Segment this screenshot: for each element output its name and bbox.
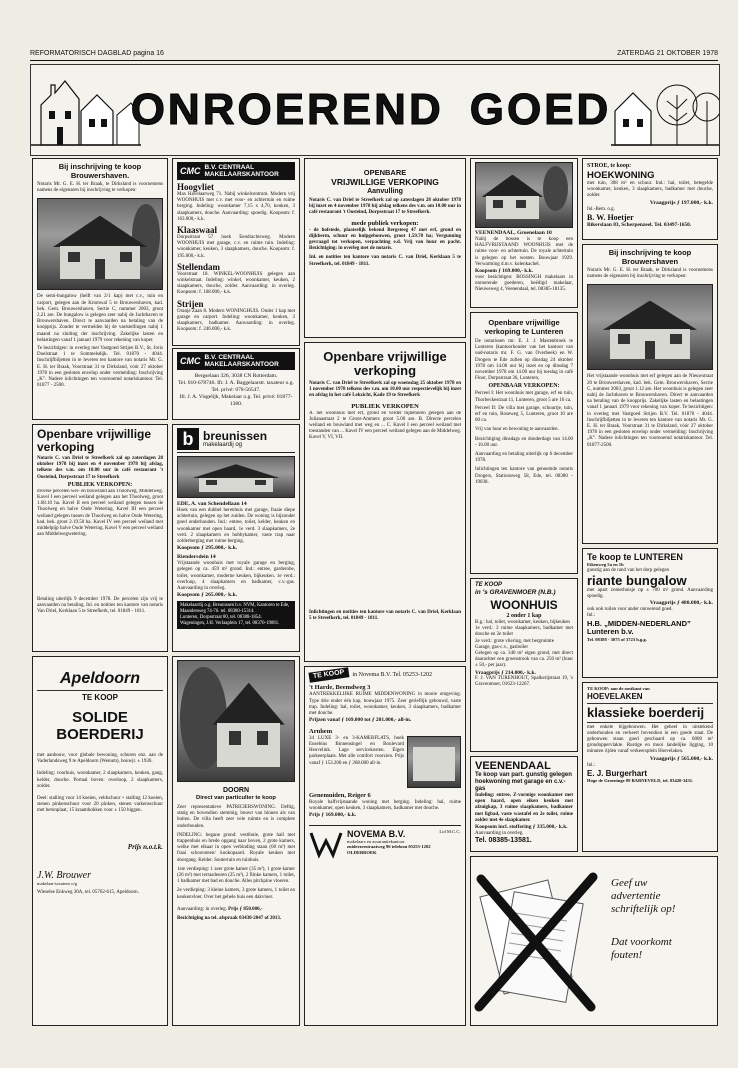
ad-subtitle: TE KOOP — [81, 693, 118, 702]
village-illustration-right — [611, 65, 719, 155]
listing-place: Hoogvliet — [177, 182, 214, 192]
notice-line-2: advertentie — [611, 890, 661, 902]
ad-openbare-verkoping-lunteren — [470, 312, 578, 574]
ad-address: Eikenweg 5a en 1b — [587, 562, 624, 567]
ad-price: Vraagprijs ƒ 214.000,- k.k. — [475, 669, 536, 676]
ad-head: TE KOOP — [475, 582, 503, 588]
listing-arnhem-title: Arnhem — [309, 727, 333, 735]
listing-genemuiden-text: Royale halfvrijstaande woning met berging. Indeling: hal, ruime woonkamer, open keuken, 3 slaapkamers, badkamer met douche. — [309, 799, 461, 811]
ad-items: A. het woonhuis met erf, grond en verder bijbehoren gelegen aan de Julianastraat 2 te Groot-Ammers groot 5.00 are. B. Directe percelen weiland en bouwland met weg en ... C. Kavel I een perceel weiland met toestanden van ... Kavel IV een perceel weiland gelegen aan de Middelweg. Kavel V, VI, VII. — [309, 410, 461, 441]
listing-genemuiden-title: Genemuiden, Reiger 6 — [309, 791, 371, 799]
ad-closing: Inl. en notities ten kantore van notaris C. van Driel, Kerklaan 5 te Streefkerk, tel. 01849 - 1811. — [309, 255, 461, 267]
ad-intro: Notaris Mr. G. E. H. ter Braak, te Dirksland is voornemens namens de eigenaren bij inschrijving te verkopen: — [37, 182, 163, 194]
ad-doorn-patriciërswoning — [172, 656, 300, 1026]
ad-text: De notarissen mr. E. J. J. Mastenbroek te Lunteren (kantoorhouder van het kantoor van oud-notaris mr. F. G. van Overbeek) en W. Drogers te Ede zullen op dinsdag 24 oktober 1978 om 14.00 uur bij inzet en op dinsdag 7 november 1978 om 14.00 uur bij toeslag in café Floor, Dorpsstraat 36, Lunteren, — [475, 339, 573, 382]
listing-list — [177, 182, 295, 333]
ad-verd-1: 1e verd.: 3 ruime slaapkamers, badkamer met douche en 2e toilet — [475, 626, 573, 638]
ad-openbare-verkoping-left — [32, 424, 168, 652]
office-ede: Makelaardij o.g. Breunissen b.v. NVM, Kantoren te Ede, Maandenweg 74-76. tel. 08380-15314. — [180, 603, 290, 615]
ad-head: TE KOOP: aan de oostkant van — [587, 686, 650, 691]
ad-title: Te koop te LUNTEREN — [587, 552, 683, 562]
ad-aanvaarding — [177, 907, 295, 913]
agency-phone: Tel. 010-678746. Ifr. J. A. Baggelaarstr. taxateur o.g. Tel. privé: 078-56547. — [178, 380, 294, 393]
ad-title: VEENENDAAL, Groenelaan 10 — [475, 230, 552, 236]
notice-text — [611, 877, 715, 962]
ad-contact: voor bezichtigen: BOSSINGH makelaars in onroerende goederen, beëdigd makelaar, Nieuweweg 4, Veenendaal, tel. 08385-18135. — [475, 274, 573, 292]
ad-subtitle: Direct van particulier te koop — [196, 795, 276, 801]
agency-name: B.V. CENTRAAL MAKELAARSKANTOOR — [204, 164, 279, 178]
agency-footer — [309, 825, 461, 859]
ad-grond: Gelegen op ca. 340 m² eigen grond, met direct daarachter een groenstrook van ca. 250 m² (huur ± 50,- per jaar). — [475, 651, 573, 669]
ad-inl: Inl.: — [587, 613, 596, 619]
ad-subtitle: PUBLIEK VERKOPEN: — [67, 481, 133, 488]
ad-place: HOEVELAKEN — [587, 691, 643, 701]
ad-advertentie-notice — [470, 856, 718, 1026]
ad-agent: F. J. VAN TURENHOUT, Spalkerijstraat 19, 's Gravenmoer, 01623-12267. — [475, 676, 573, 688]
ad-mede: mede publiek verkopen: — [351, 219, 419, 227]
house-photo — [177, 456, 295, 498]
ad-breunissen-makelaardij — [172, 424, 300, 652]
ad-title: Openbare vrijwillige verkoping — [323, 349, 447, 378]
masthead — [30, 64, 720, 156]
office-lunteren: Lunteren, Dorpsstraat 80, tel. 08388-1854. — [180, 615, 262, 621]
ad-agent: B. W. Hoetjer — [587, 212, 634, 222]
listing-harde-title: 't Harde, Beemdweg 3 — [309, 684, 371, 692]
ad-text: Zeer representatieve PATRICIERSWONING. Deftig, statig en bovendien stemmig, bouwt van binnen als van buiten. De villa heeft zeer vele ruimte en is complete onderhouden. — [177, 805, 295, 829]
ad-perceel-2: Perceel II: De villa met garage, schuurtje, tuin, erf en tuin, Roseweg 5, Lunteren, groot 10 are 60 ca. — [475, 405, 573, 424]
masthead-word-onroerend: ONROEREND — [130, 85, 444, 134]
ad-agent: H.B. „MIDDEN-NEDERLAND” Lunteren b.v. — [587, 618, 691, 637]
ad-stroe-hoekwoning — [582, 158, 718, 240]
ad-verdieping-1: 1ste verdieping: 1 zeer grote kamer (35 m²), 1 grote kamer (26 m²) met terrasdeuren (25 m²), 2 flinke kamers, 1 toilet, 1 badkamer met bad en douche. Alles pitchpine vloeren. — [177, 866, 295, 885]
mcc-badge: Lid M.C.C. — [439, 828, 461, 834]
ad-price: Prijs ƒ 850.000,- — [228, 906, 263, 912]
listing-riendersdein-text: Vrijstaande woonhuis met royale garage en berging, gelegen op ca. 459 m² grond. Ind.: entree, garderobe, toilet, woonkamer, moderne keuken, bijkeuken. 1e verd.: overloop, 4 slaapkamers en badkamer, c.v.-gas. Aanvaarding in overleg. — [177, 561, 295, 592]
listing-text: Oranje Zaan 8. Modern WONINGHUIS. Onder 1 kap met garage en carport. Indeling: woonkamer, keuken, 3 slaapkamers, badkamer. Aanvaarding: in overleg. Koopsom: f. 246.000,- k.k. — [177, 308, 295, 333]
listing-genemuiden-price: Prijs ƒ 169.000,- k.k. — [309, 812, 357, 819]
listing-harde-text: AANTREKKELIJKE RUIME MIDDENWONING in mooie omgeving. Type drie onder één kap, bouwjaar 1975. Zeer gerieflijk gebouwd, vaste trap. Indeling: hal, toilet, woonkamer, keuken, 3 slaapkamers, badkamer met douche. — [309, 692, 461, 717]
village-illustration-left — [31, 65, 141, 155]
masthead-word-goed: GOED — [469, 85, 612, 134]
ad-aanvaarding: Aanvaarding in overleg. — [475, 830, 524, 836]
agency-header — [177, 428, 295, 453]
ad-subtitle: OPENBAAR VERKOPEN: — [488, 383, 560, 390]
ad-bg: B.g.: hal, toilet, woonkamer, keuken, bijkeuken — [475, 620, 570, 625]
ad-veenendaal-hoekwoning — [470, 756, 578, 852]
ad-price: Koopsom incl. stoffering ƒ 335.000,- k.k. — [475, 824, 568, 831]
office-wageningen: Wageningen, J.H. Verlaaplein 17, tel. 08370-19081. — [180, 621, 280, 627]
ad-agent: E. J. Burgerhart — [587, 768, 648, 778]
agency-name: NOVEMA B.V. — [347, 828, 406, 839]
ad-intro: Notaris Mr. G. E. H. ter Braak, te Dirksland is voornemens namens de eigenaren bij inschrijving te verkopen: — [587, 268, 713, 280]
ad-subtitle: PUBLIEK VERKOPEN — [351, 402, 419, 410]
ad-text: Notaris C. van Driel te Streefkerk zal op zaterdagen 28 oktober 1978 bij inzet en 4 november 1978 bij afslag, telkens des v.m. om 10.00 uur in café restaurant 't Oosteind, Dorpsstraat 17 te Streefkerk — [37, 456, 163, 480]
ad-hoevelaken-boerderij — [582, 682, 718, 852]
ad-indeling: Indeling: voorhuis, woonkamer, 2 slaapkamers, keuken, gang, kelder, douche. Portaal boven: overloop, 2 slaapkamers, zolder. — [37, 771, 163, 789]
paper-date: ZATERDAG 21 OKTOBER 1978 — [617, 50, 718, 57]
ad-veenendaal-groenelaan — [470, 158, 578, 308]
ad-text: Notaris C. van Driel te Streefkerk zal op woensdag 25 oktober 1978 en 1 november 1978 telkens des v.m. om 10.00 uur respectievelijk bij inzet en afslag in het café Lekzicht, Kade 19 te Streefkerk — [309, 381, 461, 399]
listing-place: Klaaswaal — [177, 225, 218, 236]
agency-banner — [177, 162, 295, 180]
ad-novema-te-koop — [304, 666, 466, 1026]
ad-ook: ook ook ruilen voor ander onroerend goed. — [587, 607, 673, 613]
ad-title: SOLIDE BOERDERIJ — [56, 709, 144, 743]
ad-company: in Novema B.V. Tel. 05253-1202 — [352, 672, 433, 678]
ad-header — [309, 670, 461, 680]
header-rule — [30, 60, 718, 61]
ad-text: met aanbouw, voor globale bewoning, schuren enz. aan de Vaderlandsweg 9 te Apeldoorn (Wenum), bouwjr. ± 1936. — [37, 753, 163, 765]
ad-price: Koopsom ƒ 169.000,- k.k. — [475, 268, 533, 275]
villa-photo — [177, 660, 295, 782]
ad-text: Nabij de bossen is te koop een HALFVRIJSTAAND WOONHUIS met de ruime voor- en achtertuin. De royale achtertuin is gelegen op het westen. Bouwjaar 1929. Verwarming d.m.v. kolenkachel. — [475, 237, 573, 267]
flat-photo — [407, 736, 461, 788]
ad-brouwershaven-left — [32, 158, 168, 420]
ad-subtitle: Aanvulling — [367, 188, 403, 195]
ad-openbare-verkoping-streefkerk — [304, 342, 466, 662]
agency-logo: CMC — [180, 355, 201, 366]
agency-subtitle: makelaardij og — [203, 441, 243, 448]
ad-phone: Tel. 08385-13581. — [475, 836, 532, 844]
listing-place: Strijen — [177, 298, 204, 309]
ad-title-1: OPENBARE — [363, 168, 407, 177]
ad-text: met tuin, 308 m² en schuur. Ind.: hal, toilet, betegelde woonkamer, keuken, 3 slaapkamers, badkamer met douche, zolder. — [587, 181, 713, 199]
ad-title-2: VRIJWILLIGE VERKOPING — [331, 177, 439, 187]
ad-centraal-makelaarskantoor-1 — [172, 158, 300, 346]
house-photo — [587, 284, 713, 370]
agency-offices — [177, 601, 295, 629]
ad-details: met apart zomerhuisje op ± 700 m² grond. Aanvaarding spoedig. — [587, 587, 713, 599]
ad-lunteren-bungalow — [582, 548, 718, 678]
agency-office: Ifr. J. A. Visgelijk, Makelaar o.g. Tel. privé: 01877-1380. — [179, 394, 293, 407]
ad-place: in 's GRAVENMOER (N.B.) — [475, 589, 556, 596]
ad-closing: Inlichtingen en notities ten kantore van notaris C. van Driel, Kerklaan 5 te Streefkerk, tel. 01849 - 1811. — [309, 609, 461, 621]
ad-price: Vraagprijs ƒ 565.000,- k.k. — [649, 755, 713, 762]
notice-line-1: Geef uw — [611, 877, 648, 889]
ad-price: Vraagprijs ƒ 197.000,- k.k. — [649, 199, 713, 206]
ad-indeling: INDELING: begane grond: vestibule, grote hall met trappenhuis en brede opgang naar boven, 2 grote kamers, welke met elkaar in open verbinding staan (60 m²) met fraai schoorsteen/ kookopaard. Royale keuken met doorgang. Kelder. Souterrain en tuinhuis. — [177, 832, 295, 863]
listing-arnhem-text: 34 LUXE 3- en 3-KAMERFLATS, hoek Eusebius Binnensingel en Boulevard Heuvelink. Lage servicekosten. Eigen parkeerplaats. Met alle comfort voorzien. Prijs vanaf ƒ 153.200 en ƒ 268.000 all-in. — [309, 735, 404, 766]
listing-ede-title: EDE, A. van Schendellaan 14 — [177, 501, 247, 507]
ad-title: Bij inschrijving te koop Brouwershaven — [608, 248, 692, 266]
listing-text: Voorstraat 18. WINKEL-WOONHUIS gelegen aan winkelstraat. Indeling: winkel, woonkamer, keuken, 2 slaapkamers, douche, zolder. Aanvaarding: in overleg. Koopsom: f. 168.000,- k.k. — [177, 271, 295, 296]
ad-verdieping-2: 2e verdieping: 3 kleine kamers, 3 grote kamers, 1 toilet en keukenvloer. Over het gehele huis een dakvloer. — [177, 888, 295, 900]
notice-line-5: fouten! — [611, 949, 643, 961]
ad-aanvaarding: Aanvaarding en betaling uiterlijk op 6 december 1978. — [475, 452, 573, 464]
ad-vrij: Vrij van huur en bewoning te aanvaarden. — [475, 427, 559, 433]
ad-apeldoorn-boerderij — [32, 656, 168, 1026]
ad-title: klassieke boerderij — [587, 704, 705, 720]
listing-place: Stellendam — [177, 261, 221, 272]
ad-title: Openbare vrijwillige verkoping te Lunteren — [484, 318, 564, 336]
ad-subtitle: Te koop van part. gunstig gelegen hoekwoning met garage en c.v.-gas — [475, 772, 572, 792]
ad-subtitle: 2 onder 1 kap — [506, 613, 542, 619]
agency-name: B.V. CENTRAAL MAKELAARSKANTOOR — [204, 354, 279, 368]
ad-inlichtingen: Inlichtingen ten kantore van genoemde notaris Drogers, Stationsweg 58, Ede, tel. 08380 - 19038. — [475, 467, 573, 485]
listing-ede-price: Koopsom ƒ 295.000,- k.k. — [177, 545, 238, 552]
paper-name: REFORMATORISCH DAGBLAD pagina 16 — [30, 50, 164, 57]
ad-inl: Inl.-Bem. o.g. — [587, 206, 615, 212]
ad-bezichtiging: Bezichtiging dinsdags en donderdags van 14.00 - 16.00 uur. — [475, 436, 573, 448]
ad-inl: Inl.: — [587, 762, 596, 768]
ad-aanvaarding-label: Aanvaarding: in overleg. — [177, 906, 227, 912]
ad-price: Vraagprijs ƒ 480.000,- k.k. — [649, 600, 713, 607]
agency-banner — [177, 352, 295, 370]
ad-garage: Garage, gas-c.v., gasboiler — [475, 644, 528, 650]
agent-title: makelaar-taxateur o/g — [37, 880, 78, 886]
ad-price: Prijs n.o.t.k. — [127, 842, 163, 851]
ad-title: Bij inschrijving te koop Brouwershaven. — [58, 162, 142, 180]
masthead-title — [131, 81, 611, 139]
listing-harde-price: Prijzen vanaf ƒ 169.000 tot ƒ 201.000,- all-in. — [309, 717, 412, 724]
ad-item: - de hofstede, plaatselijk bekend Bergsteeg 47 met erf, grond en dijkberm, schuur en hulpgebouwen, groot 1.59.70 ha; Vergunning gevraagd tot verkopen, verpachting e.d. Vrij van huur en pacht. Bezichtiging: in overleg met de notaris. — [309, 227, 461, 252]
ad-text: gunstig aan de rand van het dorp gelegen — [587, 567, 670, 573]
breunissen-logo-icon: b — [177, 428, 199, 450]
listing-text: Max Havelaarweg 71. Nabij winkelcentrum. Modern vrij WOONHUIS met c.v. met voor- en achtertuin en ruime berging. Indeling: woonkamer 7,15 x 4,70, keuken, 3 slaapkamers, douche. Aanvaarding: spoedig. Koopsom: f. 163.000,- k.k. — [177, 192, 295, 222]
agent-address: Wieselse Enkweg 30A, tel. 05762-615, Apeldoorn. — [37, 890, 139, 896]
ad-title: WOONHUIS — [490, 598, 558, 612]
ad-centraal-makelaarskantoor-2 — [172, 348, 300, 420]
ad-body: Het vrijstaande woonhuis met erf gelegen aan de Nieuwstraat 20 te Brouwershaven, kad. bek. Gem. Brouwershaven, Sectie C, nummer 2003, groot 1.12 are. Het woonhuis is gelegen zeer nabij de Jachthaven te Brouwershaven. Direct te aanvaarden na betaling van de koopprijs. Zakelijke lasten en belastingen vanaf 1 januari 1979 voor rekening van koper. Te bezichtigen: in overleg met Vastgoed Strijen B.V. Tel. 01870 - 4044. Inschrijfbiljetten in te leveren ten kantore van notaris Mr. G. E. H. ter Braak, Voorstraat 31 te Dirksland, vóór 27 oktober 1978 in een gesloten envelop onder vermelding: Inschrijving „K”. Nadere inlichtingen ten voornoemd notariskantoor. Tel. 01877-2500. — [587, 374, 713, 448]
ad-woonhuis-gravenmoer — [470, 578, 578, 752]
agency-logo: CMC — [180, 165, 201, 176]
notice-line-3: schriftelijk op! — [611, 903, 676, 915]
listing-riendersdein-price: Koopsom ƒ 265.000,- k.k. — [177, 592, 238, 599]
ad-title: VEENENDAAL — [475, 760, 551, 772]
te-koop-badge: TE KOOP — [308, 667, 349, 683]
ad-place: Apeldoorn — [60, 670, 140, 687]
ad-deel: Deel: stalling voor 14 koeien, veldschuur + stalling 12 koeien, stenen pinkenschuur voor 20 pinken, stenen varkensschuur met betonplaat, 15 kraamhokken voor ± 150 biggen. — [37, 796, 163, 814]
agent-name: J.W. Brouwer — [37, 869, 91, 881]
ad-text: Indeling: entree, Z-vormige woonkamer met open haard, open eiken keuken met afzuigkap, 3 ruime slaapkamers, badkamer met ligbad, vaste wastafel en 2e toilet, ruime zolder met 4e slaapkamer. — [475, 793, 573, 823]
ad-body-2: Te bezichtigen: in overleg met Vastgoed Strijen B.V., St. Joris Doelstraat 1 te Sommelsdijk. Tel. 01870 - 4044. Inschrijfbiljetten in te leveren ten kantore van notaris Mr. G. E. H. ter Braak, Voorstraat 31 te Dirksland, vóór 27 oktober 1978 in een gesloten envelop onder vermelding: Inschrijving „K”. Nadere inlichtingen ten voornoemd notariskantoor. Tel. 01877 - 2500. — [37, 346, 163, 389]
ad-brouwershaven-right — [582, 244, 718, 544]
ad-title: HOEKWONING — [587, 170, 655, 181]
listing-ede-text: Hoek van een dubbel herenhuis met garage, fraaie diepe achtertuin, gelegen op het zuiden. De woning is bijzonder goed onderhouden. Ind.: entree, toilet, kelder, keuken en woonkamer met open haard, 1e verd. 3 slaapkamers, 2e verd. 2 slaapkamers en hobbykamer, vaste trap naar zolderberging met ruime berging. — [177, 508, 295, 545]
ad-bezichtiging: Bezichtiging na tel. afspraak 03430-2047 of 2013. — [177, 916, 282, 922]
ad-headline: riante bungalow — [587, 572, 687, 588]
notice-line-4: Dat voorkomt — [611, 936, 672, 948]
ad-head: STROE, te koop: — [587, 163, 632, 169]
novema-logo-icon — [309, 829, 343, 859]
listing-arnhem — [309, 736, 461, 788]
ad-phone: Tel. 08388 - 3075 of 3723 b.g.g. — [587, 636, 647, 642]
ad-text: Notaris C. van Driel te Streefkerk zal op zaterdagen 28 oktober 1978 bij inzet en 4 november 1978 bij afslag telkens des v.m. om 10.00 uur in café restaurant 't Oosteind, Dorpsstraat 17 te Streefkerk. — [309, 198, 461, 216]
agency-subtitle: makelaars en assurantiekantoor — [347, 838, 405, 844]
ad-address: Bikerslaan 83, Scherpenzeel. Tel. 03497-1650. — [587, 221, 692, 228]
ad-body: De semi-bungalow (helft van 2/1 kap) met c.v., tuin en carport, gelegen aan de Kromwal 5 te Brouwershaven, kad. bek. Gem. Brouwershaven, Sectie C, nummer 2003, groot 2.21 are. De bungalow is gelegen zeer nabij de Jachthaven te Brouwershaven. Direct te aanvaarden na betaling van de koopprijs. Zonder te vermelden bij de vaststellingen nabij 1 maand na sluiting der inschrijving. Zakelijke lasten en belastingen vanaf 1 januari 1979 voor rekening van koper. — [37, 294, 163, 343]
house-photo — [37, 198, 163, 290]
listing-riendersdein-title: Riendersdein 14 — [177, 554, 216, 561]
ad-text: met enkele bijgebouwen. Het geheel in uitstekend onderhouden en verkeert bovendien in een goede staat. De gebouwen staan goed geschaard op ca. 6000 m² grondoppervlakte. Rustige en mooi landelijke ligging, 10 minuten rijden vanaf verkeersplein Hoevelaken. — [587, 724, 713, 755]
ad-items: diverse percelen wei- en bouwland aan Thoolweg, Middelweg. Kavel I een perceel weiland gelegen aan het Thoolweg, groot 1.68.10 ha. Kavel II een perceel weiland gelegen tussen de Thoolweg en halve Oude Wetering. Kavel III een perceel weiland gelegen tussen de Thoolweg en halve Oude Wetering, kad. bek. groot 2.19.50 ha. Kavel IV een perceel weiland met middelpijp halve Oude Wetering. Kavel V een perceel weiland aan Middelwegwetering. — [37, 488, 163, 538]
house-photo — [475, 162, 573, 228]
ad-verd-2: 2e verd.: grote vliering, met bergruimte — [475, 638, 554, 644]
ad-closing: Betaling uiterlijk 9 december 1978. De percelen zijn vrij te aanvaarden na betaling. Inl. en notities ten kantore van notaris Van Driel, Kerklaan 5 te Streefkerk, tel. 01849 - 1811. — [37, 596, 163, 615]
listing-text: Dorpsstraat 57 hoek Eendrachtsweg. Modern WOONHUIS met garage, c.v. en ruime tuin. Indeling: woonkamer, keuken, 3 slaapkamers, douche. Koopsom: f. 195.000,- k.k. — [177, 235, 295, 259]
ad-address: Hoge de Groeninge 89 BARNEVELD, tel. 03420-3431. — [587, 777, 694, 783]
ad-perceel-1: Perceel I: Het woonhuis met garage, erf en tuin, Thorbeckestraat 11, Lunteren, groot 5 are 16 ca. — [475, 391, 573, 403]
agency-address: Bergselaan 326, 3038 CN Rotterdam. — [194, 373, 278, 379]
crossed-newspaper-illustration — [471, 857, 601, 1025]
agency-name: breunissen — [203, 428, 268, 443]
ad-title: DOORN — [222, 787, 250, 794]
agency-address: zuiderzeestraatweg 96 telefoon 05253-1202 OLDEBROEK — [347, 844, 431, 855]
ad-title: Openbare vrijwillige verkoping — [37, 427, 152, 454]
ad-openbare-verkoping-aanvulling — [304, 158, 466, 338]
